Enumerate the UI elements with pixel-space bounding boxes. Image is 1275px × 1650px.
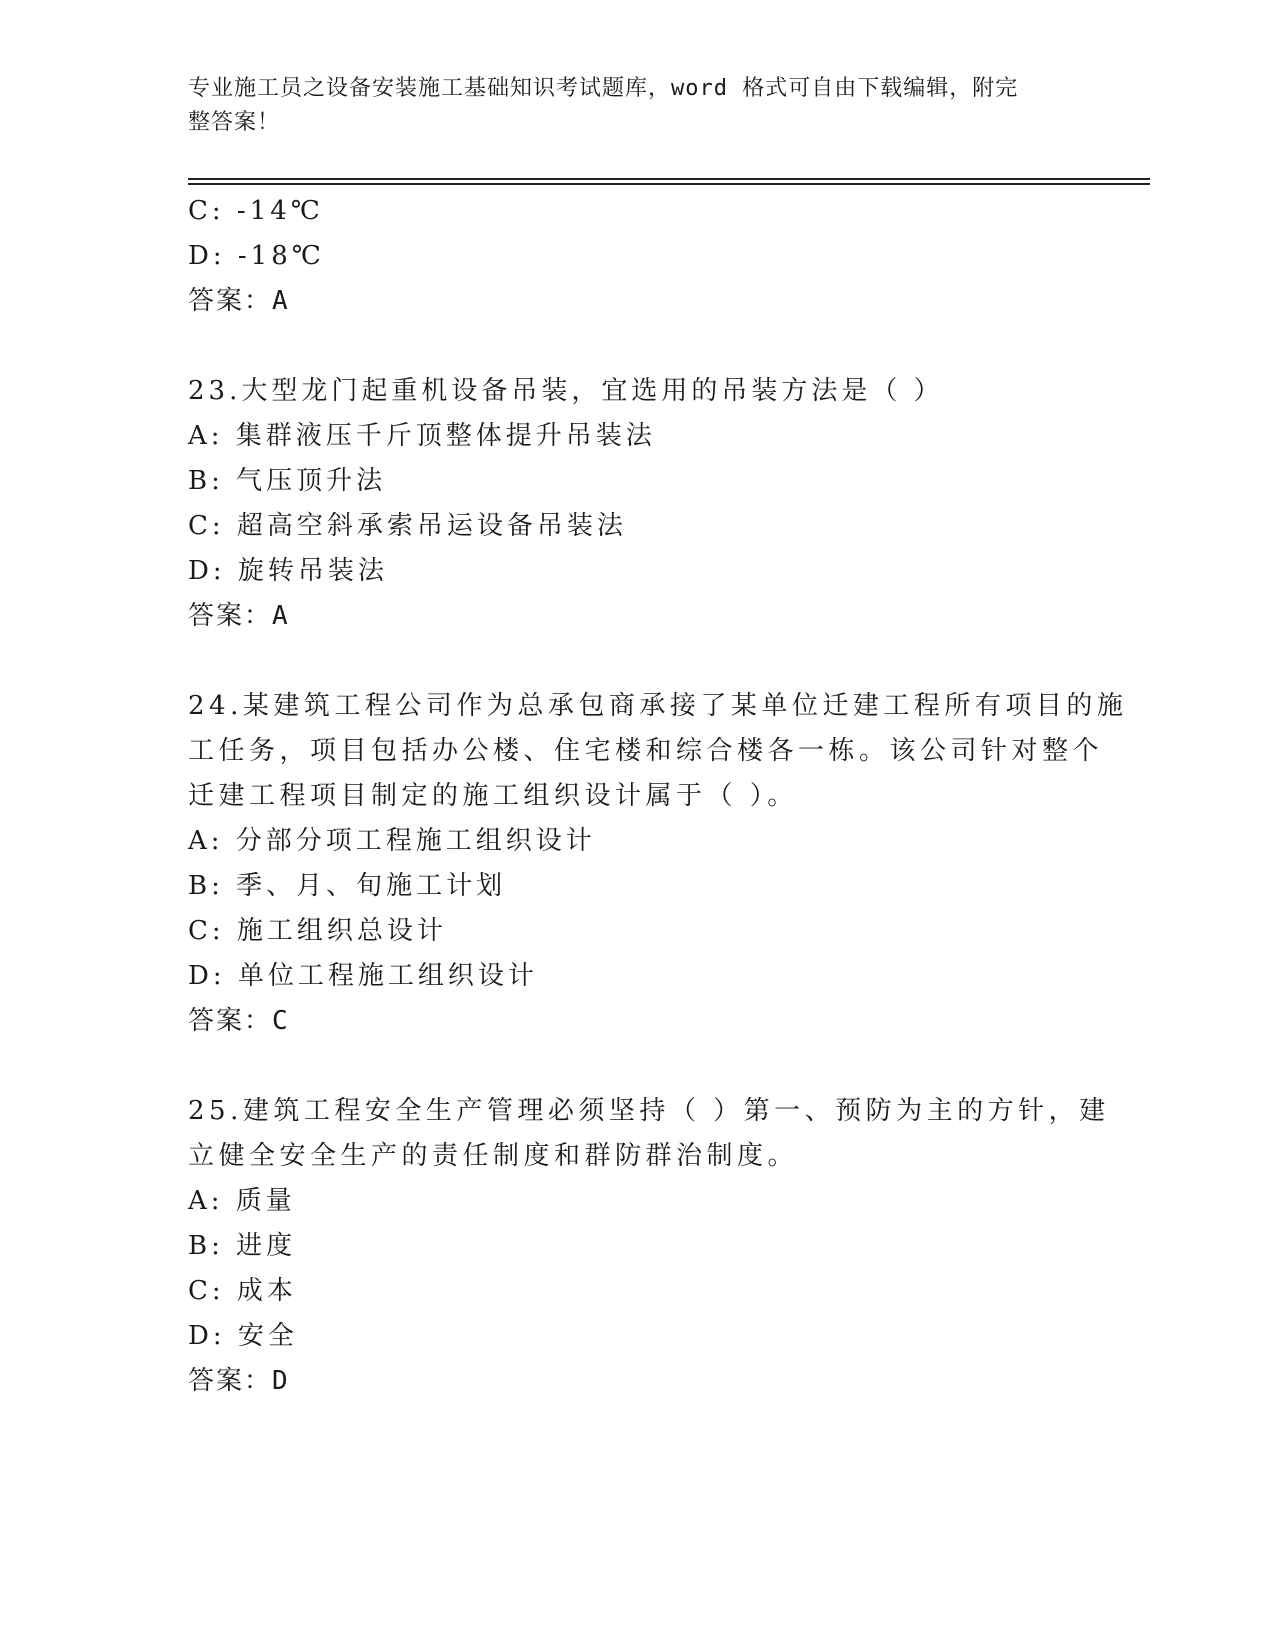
q24-stem-line-2: 工任务，项目包括办公楼、住宅楼和综合楼各一栋。该公司针对整个 [188,736,1104,766]
q25-option-c: C: 成本 [188,1276,297,1306]
q25-answer [188,1366,290,1396]
header-divider-top [188,178,1150,180]
answer-label: 答案： [188,1366,273,1396]
prev-option-c: C: -14℃ [188,196,324,226]
q23-option-d: D: 旋转吊装法 [188,556,388,586]
q24-stem-line-1: 24.某建筑工程公司作为总承包商承接了某单位迁建工程所有项目的施 [188,691,1128,721]
answer-value: A [272,286,290,316]
q24-answer [188,1006,290,1036]
document-header [188,72,1068,140]
q25-option-a: A: 质量 [188,1186,296,1216]
q24-option-c: C: 施工组织总设计 [188,916,447,946]
q24-stem-line-3: 迁建工程项目制定的施工组织设计属于（ ）。 [188,781,798,811]
q23-option-a: A: 集群液压千斤顶整体提升吊装法 [188,421,656,451]
q23-answer [188,601,290,631]
answer-value: A [272,601,290,631]
answer-label: 答案： [188,1006,273,1036]
header-line-1: 专业施工员之设备安装施工基础知识考试题库，word 格式可自由下载编辑，附完 [188,76,1019,101]
header-divider-bottom [188,183,1150,185]
answer-label: 答案： [188,286,273,316]
q25-stem-line-1: 25.建筑工程安全生产管理必须坚持（ ）第一、预防为主的方针，建 [188,1096,1110,1126]
q25-option-d: D: 安全 [188,1321,298,1351]
q23-stem: 23.大型龙门起重机设备吊装，宜选用的吊装方法是（ ） [188,376,944,406]
q25-option-b: B: 进度 [188,1231,297,1261]
prev-option-d: D: -18℃ [188,241,325,271]
q24-option-d: D: 单位工程施工组织设计 [188,961,538,991]
answer-label: 答案： [188,601,273,631]
header-line-2: 整答案！ [188,110,281,135]
answer-value: D [272,1366,290,1396]
q24-option-a: A: 分部分项工程施工组织设计 [188,826,596,856]
q24-option-b: B: 季、月、旬施工计划 [188,871,507,901]
q23-option-c: C: 超高空斜承索吊运设备吊装法 [188,511,627,541]
prev-answer [188,286,290,316]
q23-option-b: B: 气压顶升法 [188,466,387,496]
answer-value: C [272,1006,290,1036]
q25-stem-line-2: 立健全安全生产的责任制度和群防群治制度。 [188,1141,799,1171]
